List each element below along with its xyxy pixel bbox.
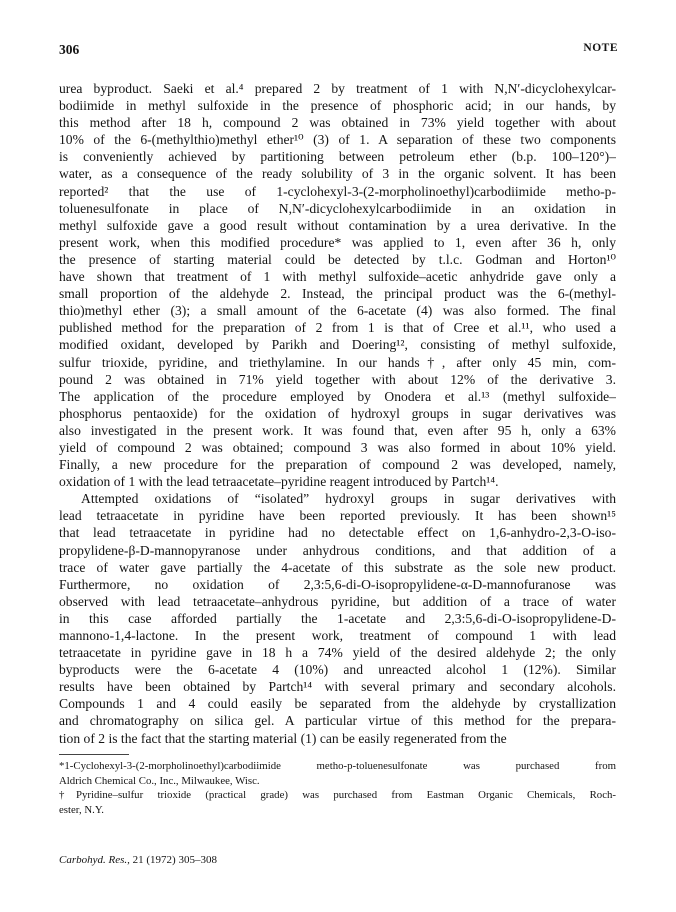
body-line: pound 2 was obtained in 71% yield together with about 12% of the derivative 3.: [59, 371, 616, 387]
footnotes: [59, 759, 616, 817]
body-line: toluenesulfonate in place of N,N′-dicyclohexylcarbodiimide in an oxidation in: [59, 200, 616, 216]
body-line: mannono-1,4-lactone. In the present work, treatment of compound 1 with lead: [59, 628, 616, 643]
body-line: reported² that the use of 1-cyclohexyl-3-(2-morpholinoethyl)carbodiimide metho-p-: [59, 183, 616, 199]
body-line: also investigated in the present work. It was found that, even after 95 h, only a 63%: [59, 422, 616, 438]
journal-name: Carbohyd. Res.,: [59, 854, 130, 866]
volume-year-pages: 21 (1972) 305–308: [132, 854, 217, 866]
body-line: thio)methyl ether (3); a small amount of the 6-acetate (4) was also formed. The final: [59, 303, 616, 319]
body-line: tion of 2 is the fact that the starting material (1) can be easily regenerated from the: [59, 730, 507, 746]
footnote-line: ester, N.Y.: [59, 803, 104, 816]
body-line: 10% of the 6-(methylthio)methyl ether¹⁰ (3) of 1. A separation of these two components: [59, 132, 616, 148]
body-line: bodiimide in methyl sulfoxide in the presence of phosphoric acid; in our hands, by: [59, 98, 616, 114]
body-line: byproducts were the 6-acetate 4 (10%) and unreacted alcohol 1 (12%). Similar: [59, 662, 616, 678]
footnote-line: Aldrich Chemical Co., Inc., Milwaukee, Wisc.: [59, 774, 260, 787]
body-line: propylidene-β-D-mannopyranose under anhydrous conditions, and that addition of a: [59, 542, 616, 558]
body-line: Furthermore, no oxidation of 2,3:5,6-di-O-isopropylidene-α-D-mannofuranose was: [59, 576, 616, 592]
body-line: trace of water gave partially the 4-acetate of this substrate as the sole new product.: [59, 559, 616, 575]
body-line: modified oxidant, developed by Parikh and Doering¹², consisting of methyl sulfoxide,: [59, 337, 616, 353]
body-line: methyl sulfoxide gave a good result without contamination by a urea derivative. In the: [59, 217, 616, 233]
body-line: in this case afforded partially the 1-acetate and 2,3:5,6-di-O-isopropylidene-D-: [59, 610, 616, 626]
body-line: small proportion of the aldehyde 2. Instead, the principal product was the 6-(methyl-: [59, 286, 616, 302]
body-line: lead tetraacetate in pyridine have been reported previously. It has been shown¹⁵: [59, 508, 616, 524]
body-line: water, as a consequence of the ready solubility of 3 in the organic solvent. It has been: [59, 166, 616, 182]
body-line: tetraacetate in pyridine gave in 18 h a 74% yield of the desired aldehyde 2; the only: [59, 645, 616, 661]
body-line: Attempted oxidations of “isolated” hydroxyl groups in sugar derivatives with: [81, 491, 616, 507]
body-line: yield of compound 2 was obtained; compound 3 was also formed in about 10% yield.: [59, 439, 616, 455]
body-line: published method for the preparation of 2 from 1 is that of Cree et al.¹¹, who used a: [59, 320, 616, 336]
page-number: 306: [59, 42, 80, 57]
footnote-rule: [59, 754, 129, 755]
body-line: have shown that treatment of 1 with methyl sulfoxide–acetic anhydride gave only a: [59, 269, 616, 285]
body-line: phosphorus pentaoxide) for the oxidation of hydroxyl groups in sugar derivatives was: [59, 405, 616, 421]
body-line: the presence of starting material could be detected by t.l.c. Godman and Horton¹⁰: [59, 251, 616, 267]
footnote-line: †Pyridine–sulfur trioxide (practical grade) was purchased from Eastman Organic Chemicals, Roch-: [59, 789, 616, 801]
body-line: Compounds 1 and 4 could easily be separated from the aldehyde by crystallization: [59, 696, 616, 712]
body-line: and chromatography on silica gel. A particular virtue of this method for the prepara-: [59, 713, 616, 729]
footnote-line: *1-Cyclohexyl-3-(2-morpholinoethyl)carbodiimide metho-p-toluenesulfonate was purchased from: [59, 760, 616, 772]
body-line: urea byproduct. Saeki et al.⁴ prepared 2 by treatment of 1 with N,N′-dicyclohexylcar-: [59, 81, 616, 96]
body-line: observed with lead tetraacetate–anhydrous pyridine, but addition of a trace of water: [59, 593, 616, 609]
body-line: oxidation of 1 with the lead tetraacetate–pyridine reagent introduced by Partch¹⁴.: [59, 474, 499, 490]
journal-citation: [59, 854, 217, 866]
body-line: present work, when this modified procedure* was applied to 1, even after 36 h, only: [59, 234, 616, 250]
body-line: that lead tetraacetate in pyridine had no detectable effect on 1,6-anhydro-2,3-O-iso-: [59, 525, 616, 541]
body-line: is conveniently achieved by partitioning between petroleum ether (b.p. 100–120°)–: [59, 149, 616, 165]
body-line: this method after 18 h, compound 2 was obtained in 73% yield together with about: [59, 115, 616, 131]
body-line: The application of the procedure employed by Onodera et al.¹³ (methyl sulfoxide–: [59, 388, 616, 404]
body-text: [59, 80, 616, 747]
body-line: results have been obtained by Partch¹⁴ with several primary and secondary alcohols.: [59, 679, 616, 695]
body-line: sulfur trioxide, pyridine, and triethylamine. In our hands†, after only 45 min, com-: [59, 354, 616, 370]
body-line: Finally, a new procedure for the preparation of compound 2 was developed, namely,: [59, 457, 616, 473]
section-label: NOTE: [583, 42, 618, 54]
